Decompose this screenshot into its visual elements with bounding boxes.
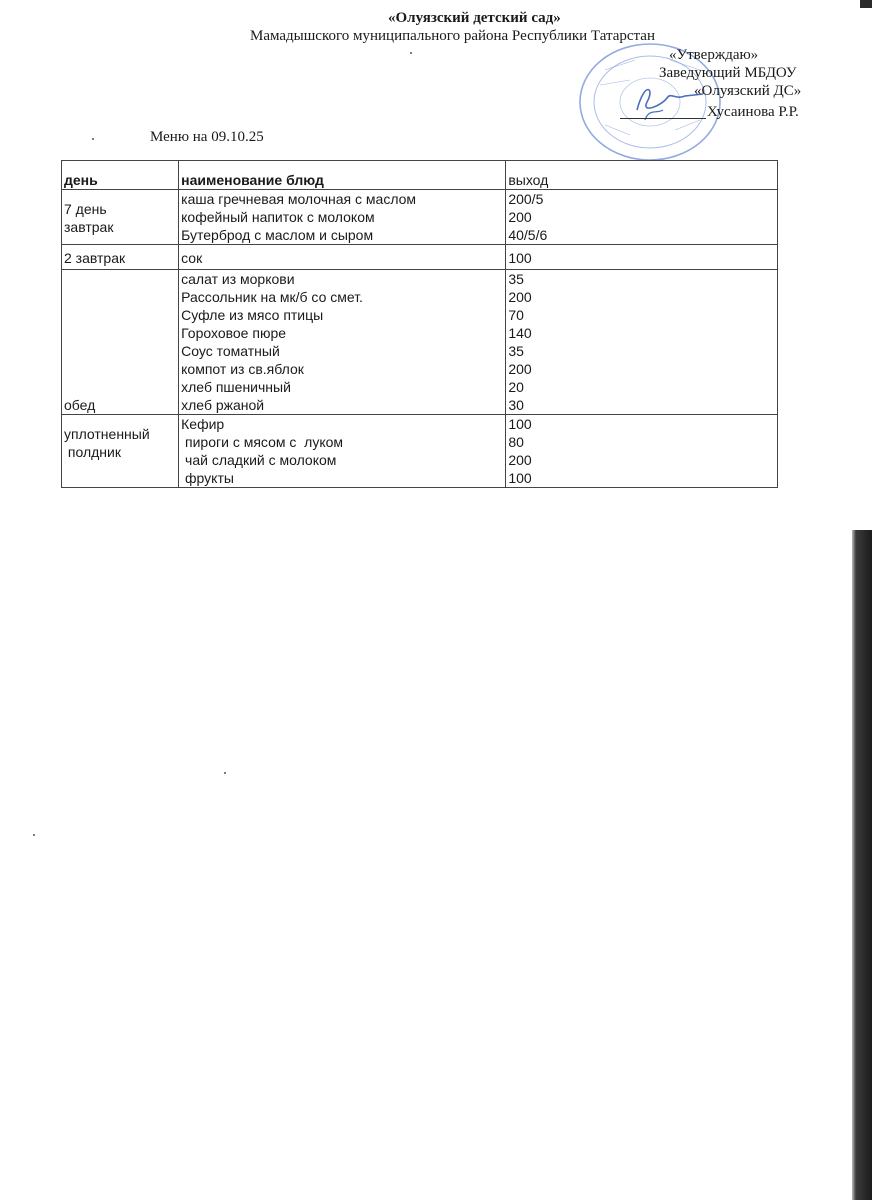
output-value: 200 <box>508 209 532 225</box>
dish-item: чай сладкий с молоком <box>181 452 337 468</box>
output-value: 70 <box>508 307 524 323</box>
dish-cell <box>179 415 506 488</box>
scan-edge-top <box>860 0 872 8</box>
org-name: «Олуязский детский сад» <box>388 10 561 26</box>
meal-label: завтрак <box>64 219 114 235</box>
dish-item: Бутерброд с маслом и сыром <box>181 227 374 243</box>
output-value: 100 <box>508 250 532 266</box>
scan-edge-right <box>852 530 872 1200</box>
approver-position: Заведующий МБДОУ <box>659 65 797 81</box>
menu-title: Меню на 09.10.25 <box>150 129 264 145</box>
district-line: Мамадышского муниципального района Республики Татарстан <box>250 28 655 44</box>
dish-item: каша гречневая молочная с маслом <box>181 191 417 207</box>
dish-item: Рассольник на мк/б со смет. <box>181 289 363 305</box>
dish-item: фрукты <box>181 470 234 486</box>
scan-speck <box>224 772 226 774</box>
output-value: 20 <box>508 379 524 395</box>
dish-item: хлеб пшеничный <box>181 379 291 395</box>
output-value: 35 <box>508 343 524 359</box>
output-value: 30 <box>508 397 524 413</box>
dish-item: компот из св.яблок <box>181 361 304 377</box>
output-cell <box>506 415 778 488</box>
scan-speck <box>33 834 35 836</box>
header-output: выход <box>506 161 778 190</box>
signature-line <box>620 118 706 119</box>
output-value: 200 <box>508 452 532 468</box>
menu-table <box>61 160 778 488</box>
dish-item: сок <box>181 250 203 266</box>
dish-item: Суфле из мясо птицы <box>181 307 324 323</box>
approver-name: Хусаинова Р.Р. <box>707 104 799 120</box>
meal-label: уплотненный <box>64 426 150 442</box>
dish-item: Гороховое пюре <box>181 325 287 341</box>
table-header-row <box>62 161 778 190</box>
meal-label: полдник <box>64 444 121 460</box>
dish-cell <box>179 190 506 245</box>
dish-item: хлеб ржаной <box>181 397 265 413</box>
table-row-afternoon-snack <box>62 415 778 488</box>
scan-speck <box>92 138 94 140</box>
day-label: 7 день <box>64 201 107 217</box>
output-value: 40/5/6 <box>508 227 548 243</box>
output-cell <box>506 270 778 415</box>
output-value: 200 <box>508 289 532 305</box>
output-value: 100 <box>508 470 532 486</box>
output-value: 200/5 <box>508 191 544 207</box>
dish-item: Кефир <box>181 416 225 432</box>
table-row-lunch <box>62 270 778 415</box>
approver-org: «Олуязский ДС» <box>694 83 802 99</box>
table-row-second-breakfast <box>62 245 778 270</box>
dish-item: пироги с мясом с луком <box>181 434 344 450</box>
output-value: 140 <box>508 325 532 341</box>
day-cell <box>62 245 179 270</box>
dish-item: салат из моркови <box>181 271 295 287</box>
dish-cell <box>179 245 506 270</box>
day-cell <box>62 270 179 415</box>
dish-cell <box>179 270 506 415</box>
approve-word: «Утверждаю» <box>669 47 759 63</box>
output-value: 200 <box>508 361 532 377</box>
day-cell <box>62 415 179 488</box>
header-day: день <box>62 161 179 190</box>
header-dish: наименование блюд <box>179 161 506 190</box>
output-value: 100 <box>508 416 532 432</box>
scan-speck <box>410 52 412 54</box>
dish-item: Соус томатный <box>181 343 280 359</box>
meal-label: 2 завтрак <box>64 250 126 266</box>
day-cell <box>62 190 179 245</box>
output-value: 35 <box>508 271 524 287</box>
output-cell <box>506 245 778 270</box>
dish-item: кофейный напиток с молоком <box>181 209 375 225</box>
table-row-breakfast <box>62 190 778 245</box>
meal-label: обед <box>64 397 96 413</box>
output-cell <box>506 190 778 245</box>
output-value: 80 <box>508 434 524 450</box>
